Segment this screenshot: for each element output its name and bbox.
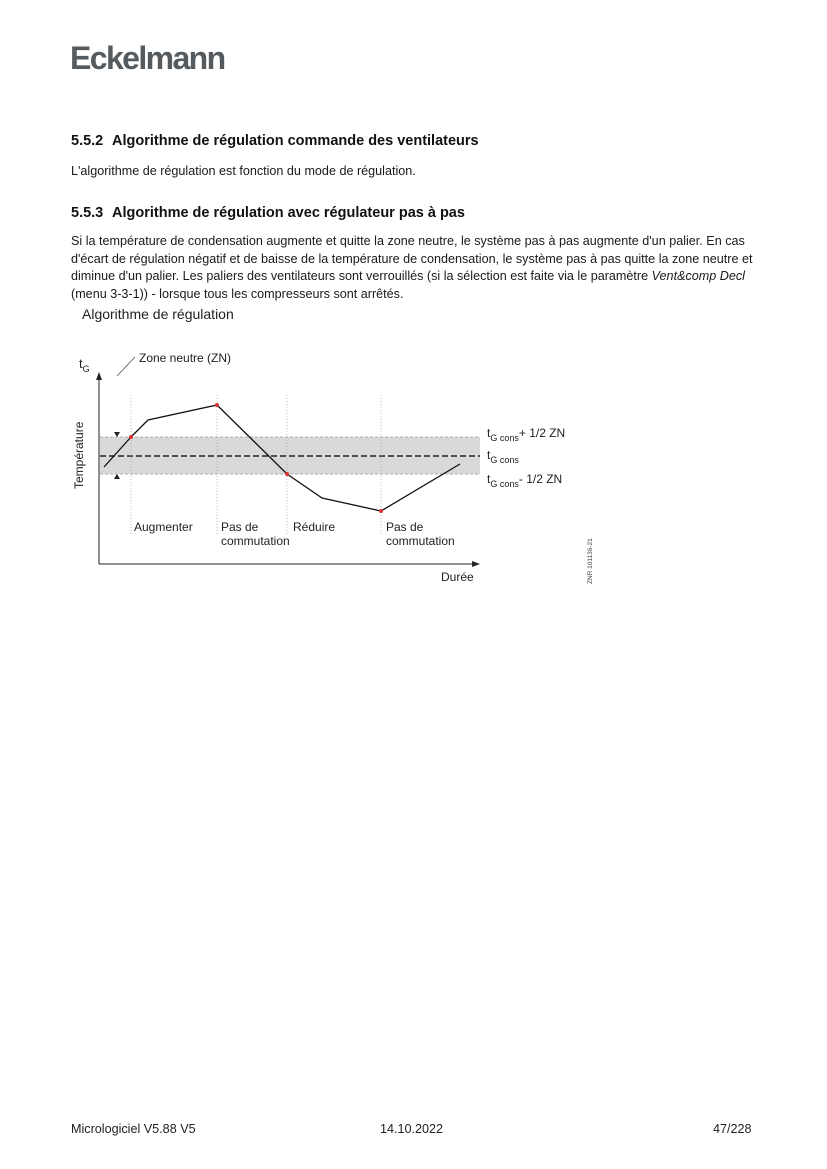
switch-point [129, 435, 133, 439]
zone-bottom-arrow-icon [114, 474, 120, 479]
switch-point [215, 403, 219, 407]
figure-caption: Algorithme de régulation [82, 306, 234, 322]
phase-label-no-switch-1-line2: commutation [221, 534, 290, 548]
label-letter: t [487, 426, 491, 440]
y-symbol-subscript: G [82, 364, 90, 374]
zone-label-leader [117, 357, 135, 376]
label-subscript: G cons [490, 433, 519, 443]
label-suffix: + 1/2 ZN [518, 426, 566, 440]
phase-label-decrease: Réduire [293, 520, 336, 534]
switch-point [285, 472, 289, 476]
label-letter: t [487, 472, 491, 486]
label-subscript: G cons [490, 479, 519, 489]
eckelmann-logo: Eckelmann [70, 40, 225, 76]
phase-label-increase: Augmenter [134, 520, 193, 534]
phase-label-no-switch-1: Pas de [221, 520, 259, 534]
section-number: 5.5.3 [71, 205, 104, 221]
parameter-name: Vent&comp Decl [651, 269, 745, 283]
zone-top-arrow-icon [114, 432, 120, 437]
body-text: (menu 3-3-1)) - lorsque tous les compresseurs sont arrêtés. [71, 286, 404, 301]
label-letter: t [487, 448, 491, 462]
label-suffix: - 1/2 ZN [518, 472, 563, 486]
footer-date: 14.10.2022 [380, 1122, 444, 1136]
footer-page-number: 47/228 [713, 1122, 752, 1136]
section-title: Algorithme de régulation avec régulateur pas à pas [112, 205, 465, 221]
upper-limit-label [487, 426, 565, 443]
y-symbol-letter: t [79, 356, 83, 371]
phase-label-no-switch-2-line2: commutation [386, 534, 455, 548]
section-number: 5.5.2 [71, 133, 104, 149]
x-axis-label: Durée [441, 570, 474, 584]
section-title: Algorithme de régulation commande des ventilateurs [112, 133, 479, 149]
y-axis-arrow-icon [96, 372, 102, 380]
figure-code: ZNR 101136-21 [587, 538, 594, 584]
section-body-5-5-2: L'algorithme de régulation est fonction du mode de régulation. [71, 164, 416, 178]
y-axis-label: Température [72, 421, 86, 489]
x-axis-arrow-icon [472, 561, 480, 567]
switch-point [379, 509, 383, 513]
label-subscript: G cons [490, 455, 519, 465]
lower-limit-label [487, 472, 562, 489]
zone-label: Zone neutre (ZN) [139, 351, 232, 365]
y-axis-symbol [79, 356, 90, 374]
phase-label-no-switch-2: Pas de [386, 520, 424, 534]
body-text: Si la température de condensation augmente et quitte la zone neutre, le système pas à pas augmente d'un palier. En cas d'écart de régulation négatif et de baisse de la température de condensation, le système pas à pas quitte la zone neutre et diminue d'un palier. Les paliers des ventilateurs sont verrouillés (si la sélection est faite via le paramètre [71, 234, 753, 283]
setpoint-label [487, 448, 519, 465]
footer-software-version: Micrologiciel V5.88 V5 [71, 1122, 196, 1136]
